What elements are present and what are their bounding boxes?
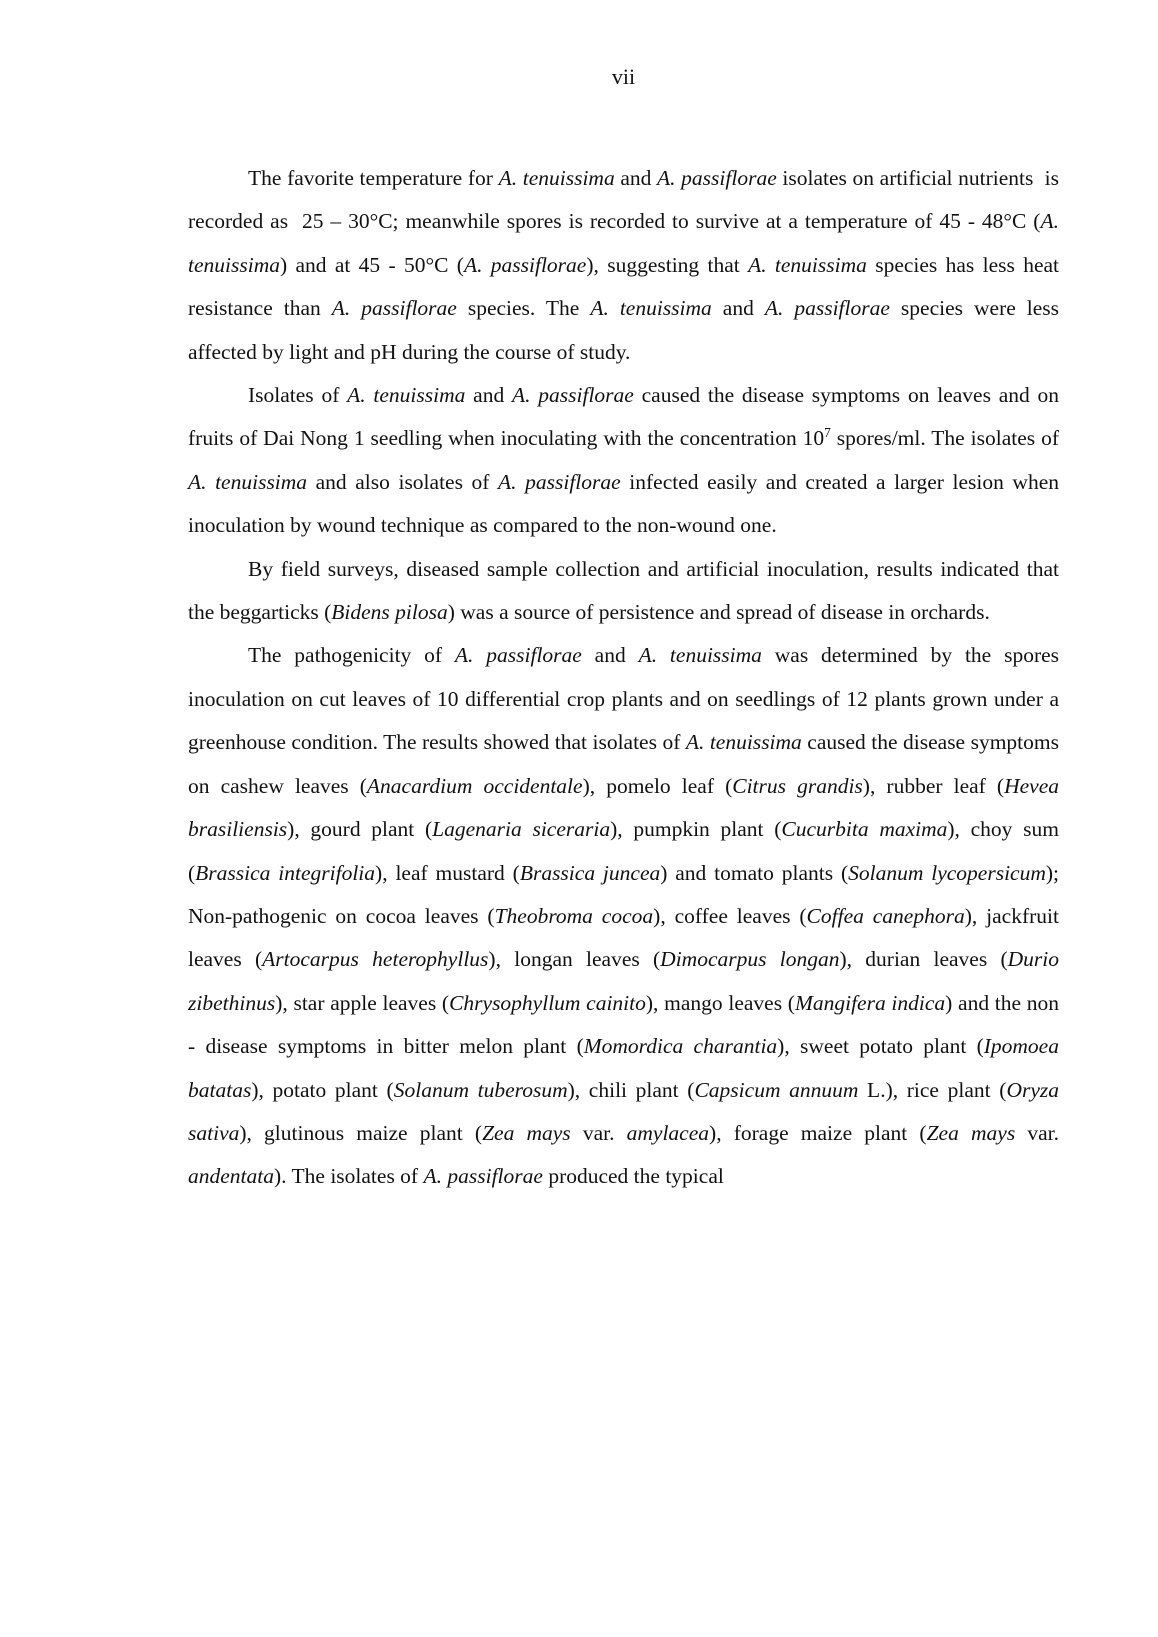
latin-species-name: Capsicum annuum [694, 1077, 859, 1102]
text-run: ), potato plant ( [251, 1077, 394, 1102]
text-run: ), gourd plant ( [287, 817, 433, 842]
text-run: isolates on artificial nutrients is recorded as 25 – 30°C; meanwhile spores is recorded to survive at a temperature of 45 - 48°C ( [188, 166, 1059, 234]
text-run: and [711, 296, 765, 321]
text-run: and [614, 166, 658, 190]
latin-species-name: A. passiflorae [423, 1164, 543, 1189]
text-run: ) was a source of persistence and spread of disease in orchards. [447, 600, 990, 625]
text-run: spores/ml. The isolates of [830, 426, 1059, 451]
text-run: ), pumpkin plant ( [610, 817, 782, 842]
latin-species-name: A. passiflorae [512, 383, 634, 408]
text-run: ), jackfruit leaves ( [188, 903, 1059, 972]
text-run: ), star apple leaves ( [275, 990, 450, 1015]
latin-species-name: Cucurbita maxima [781, 817, 948, 842]
text-run: ), leaf mustard ( [375, 860, 520, 885]
latin-species-name: Citrus grandis [732, 773, 863, 798]
text-run: ), durian leaves ( [839, 947, 1008, 972]
text-run: ), pomelo leaf ( [582, 773, 733, 798]
text-run: species. The [456, 296, 591, 321]
latin-species-name: A. tenuissima [188, 209, 1059, 277]
paragraph [188, 157, 1059, 374]
latin-species-name: Anacardium occidentale [366, 773, 583, 798]
text-run: caused the disease symptoms on cashew leaves ( [188, 730, 1059, 798]
text-run: ), longan leaves ( [488, 947, 661, 972]
text-run: infected easily and created a larger lesion when inoculation by wound technique as compared to the non-wound one. [188, 469, 1059, 538]
text-run: was determined by the spores inoculation on cut leaves of 10 differential crop plants and on seedlings of 12 plants grown under a greenhouse condition. The results showed that isolates of [188, 643, 1060, 755]
text-run: ), sweet potato plant ( [777, 1034, 984, 1059]
text-run: ), choy sum ( [188, 817, 1059, 885]
text-run: ); Non-pathogenic on cocoa leaves ( [188, 860, 1060, 928]
text-run: var. [1015, 1120, 1060, 1145]
text-run: and [465, 383, 512, 408]
latin-species-name: amylacea [626, 1120, 710, 1145]
latin-species-name: Brassica integrifolia [195, 860, 376, 885]
text-run: ). The isolates of [274, 1164, 424, 1189]
latin-species-name: A. passiflorae [454, 643, 582, 668]
superscript-exponent: 7 [824, 425, 831, 441]
text-run: ), rubber leaf ( [862, 773, 1005, 798]
latin-species-name: Bidens pilosa [331, 600, 448, 625]
latin-species-name: Zea mays [926, 1120, 1016, 1145]
document-body [188, 157, 1059, 1199]
latin-species-name: Brassica juncea [519, 860, 661, 885]
latin-species-name: A. tenuissima [590, 296, 712, 321]
latin-species-name: Theobroma cocoa [494, 903, 654, 928]
paragraph [188, 634, 1059, 1198]
latin-species-name: A. tenuissima [748, 252, 867, 277]
text-run: produced the typical [542, 1164, 724, 1189]
text-run: By field surveys, diseased sample collection and artificial inoculation, results indicated that the beggarticks ( [188, 556, 1059, 625]
latin-species-name: Chrysophyllum cainito [449, 990, 646, 1015]
latin-species-name: A. passiflorae [463, 252, 587, 277]
latin-species-name: andentata [188, 1164, 274, 1189]
latin-species-name: A. tenuissima [188, 469, 308, 494]
text-run: The pathogenicity of [248, 643, 455, 668]
latin-species-name: Hevea brasiliensis [188, 773, 1059, 842]
latin-species-name: Solanum tuberosum [393, 1077, 568, 1102]
text-run: ), chili plant ( [567, 1077, 695, 1102]
latin-species-name: A. passiflorae [764, 296, 890, 321]
latin-species-name: A. passiflorae [331, 296, 457, 321]
latin-species-name: Durio zibethinus [188, 947, 1060, 1015]
text-run: var. [570, 1120, 627, 1145]
latin-species-name: A. passiflorae [498, 469, 621, 494]
text-run: L.), rice plant ( [858, 1077, 1007, 1102]
latin-species-name: Coffea canephora [806, 903, 965, 928]
latin-species-name: Artocarpus heterophyllus [262, 947, 489, 972]
latin-species-name: Lagenaria siceraria [432, 817, 611, 842]
text-run: species were less affected by light and pH during the course of study. [188, 296, 1060, 364]
latin-species-name: Zea mays [482, 1120, 571, 1145]
latin-species-name: A. tenuissima [638, 643, 762, 668]
paragraph [188, 374, 1059, 548]
text-run: ), forage maize plant ( [709, 1120, 927, 1145]
text-run: ), coffee leaves ( [653, 903, 807, 928]
page-number: vii [611, 64, 636, 89]
text-run: ), glutinous maize plant ( [239, 1120, 483, 1145]
paragraph [188, 548, 1059, 635]
latin-species-name: A. passiflorae [657, 166, 777, 190]
text-run: caused the disease symptoms on leaves and on fruits of Dai Nong 1 seedling when inoculating with the concentration 10 [188, 383, 1060, 451]
text-run: Isolates of [248, 383, 348, 408]
latin-species-name: Oryza sativa [188, 1077, 1059, 1145]
text-run: ) and at 45 - 50°C ( [279, 252, 464, 277]
text-run: The favorite temperature for [248, 166, 499, 190]
text-run: ) and tomato plants ( [660, 860, 849, 885]
text-run: ) and the non - disease symptoms in bitter melon plant ( [188, 990, 1059, 1059]
latin-species-name: Dimocarpus longan [660, 947, 840, 972]
text-run: and [581, 643, 639, 668]
latin-species-name: A. tenuissima [498, 166, 615, 190]
latin-species-name: A. tenuissima [685, 730, 802, 755]
text-run: species has less heat resistance than [188, 252, 1060, 321]
text-run: ), mango leaves ( [645, 990, 795, 1015]
latin-species-name: Solanum lycopersicum [848, 860, 1046, 885]
latin-species-name: Ipomoea batatas [188, 1034, 1059, 1102]
text-run: ), suggesting that [586, 252, 749, 277]
text-run: and also isolates of [307, 469, 499, 494]
latin-species-name: Mangifera indica [794, 990, 946, 1015]
latin-species-name: A. tenuissima [347, 383, 466, 408]
latin-species-name: Momordica charantia [583, 1034, 778, 1059]
